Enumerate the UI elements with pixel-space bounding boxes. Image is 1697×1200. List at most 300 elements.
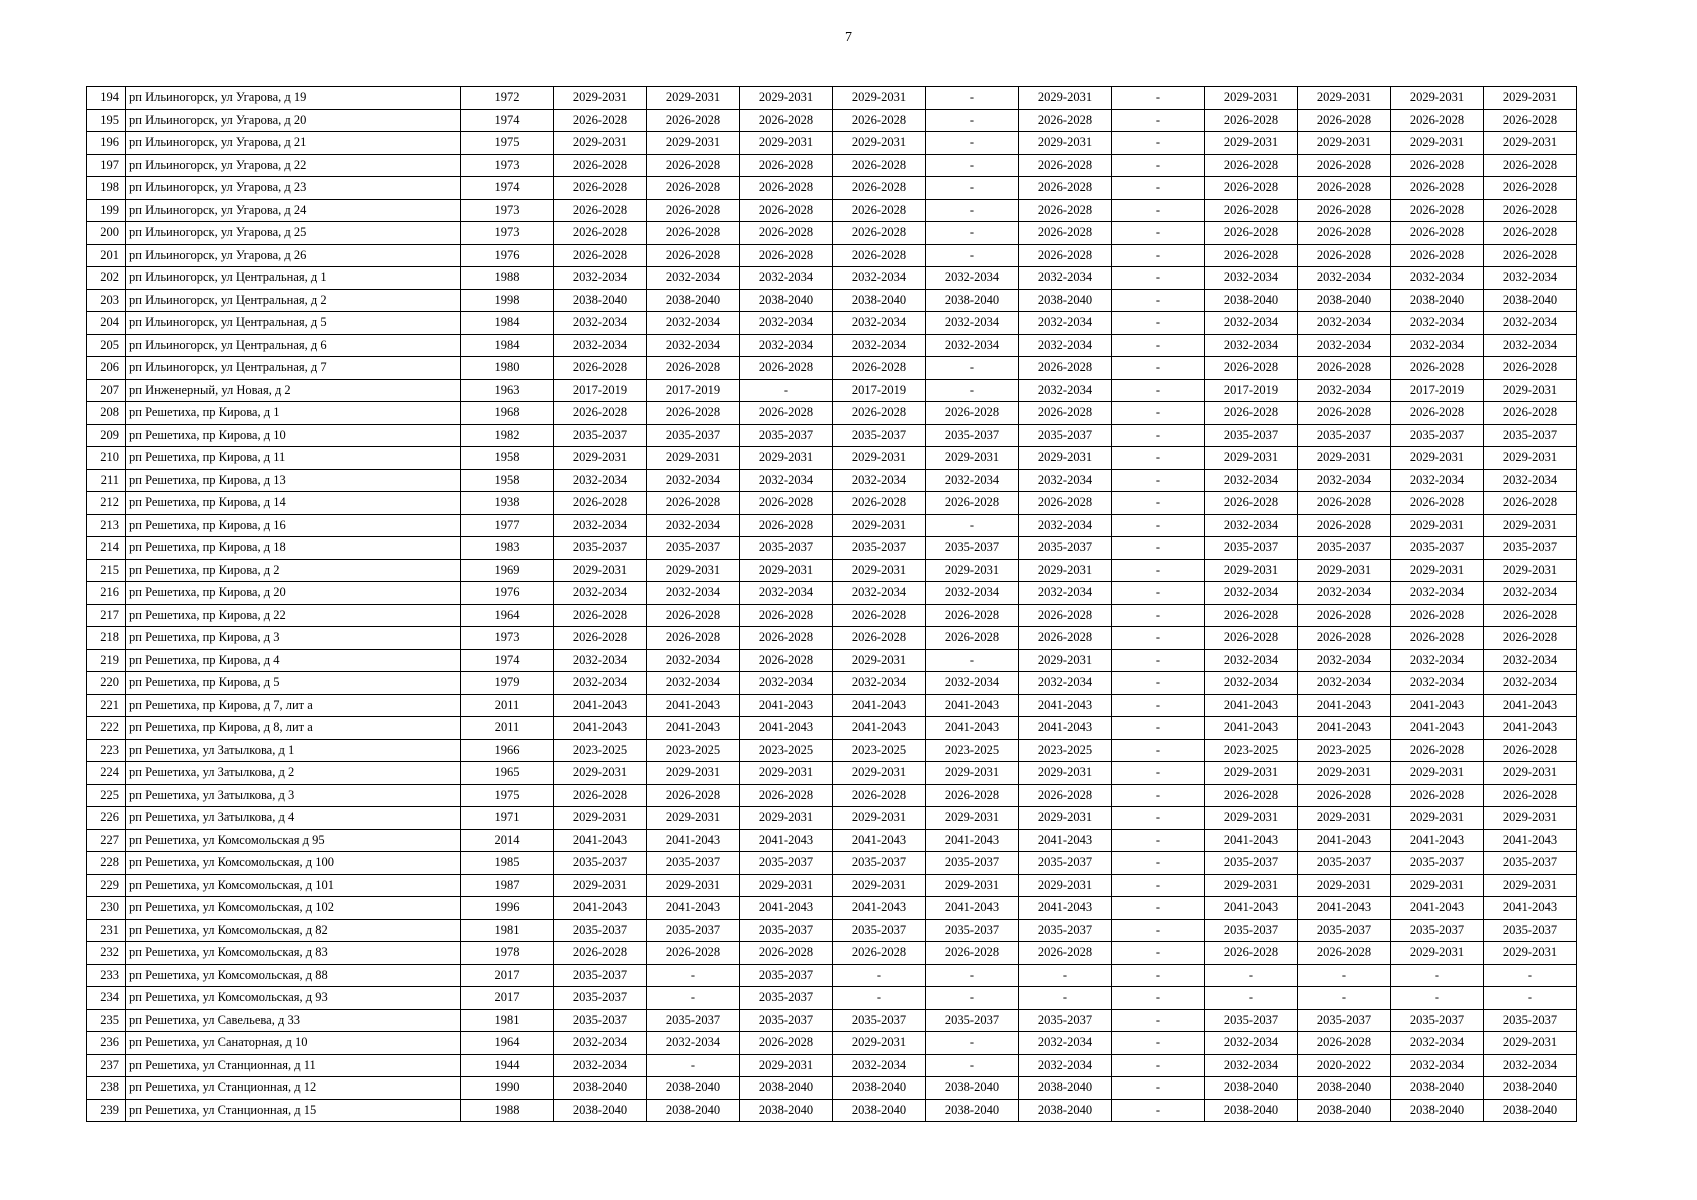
row-number-cell: 222 [87,717,126,740]
period-col-11-cell: 2035-2037 [1484,919,1577,942]
period-col-7-cell: - [1112,267,1205,290]
period-col-3-cell: 2029-2031 [740,87,833,110]
period-col-9-cell: 2029-2031 [1298,874,1391,897]
period-col-5-cell: 2035-2037 [926,537,1019,560]
period-col-9-cell: 2032-2034 [1298,312,1391,335]
period-col-7-cell: - [1112,649,1205,672]
period-col-5-cell: 2032-2034 [926,312,1019,335]
period-col-8-cell: 2026-2028 [1205,154,1298,177]
period-col-5-cell: - [926,1032,1019,1055]
period-col-10-cell: 2029-2031 [1391,874,1484,897]
period-col-5-cell: 2026-2028 [926,604,1019,627]
period-col-7-cell: - [1112,964,1205,987]
period-col-11-cell: 2029-2031 [1484,1032,1577,1055]
table-row [87,199,1577,222]
table-row [87,582,1577,605]
period-col-11-cell: 2026-2028 [1484,222,1577,245]
period-col-4-cell: 2026-2028 [833,109,926,132]
period-col-9-cell: 2041-2043 [1298,694,1391,717]
period-col-2-cell: 2026-2028 [647,244,740,267]
period-col-6-cell: 2026-2028 [1019,492,1112,515]
table-row [87,244,1577,267]
period-col-8-cell: 2032-2034 [1205,469,1298,492]
period-col-3-cell: 2026-2028 [740,514,833,537]
period-col-9-cell: 2026-2028 [1298,177,1391,200]
period-col-10-cell: 2026-2028 [1391,604,1484,627]
period-col-11-cell: 2029-2031 [1484,559,1577,582]
period-col-9-cell: 2038-2040 [1298,1099,1391,1122]
period-col-5-cell: 2032-2034 [926,267,1019,290]
period-col-6-cell: 2029-2031 [1019,649,1112,672]
period-col-7-cell: - [1112,1054,1205,1077]
row-number-cell: 225 [87,784,126,807]
period-col-3-cell: 2026-2028 [740,1032,833,1055]
period-col-11-cell: 2026-2028 [1484,739,1577,762]
period-col-3-cell: 2026-2028 [740,177,833,200]
year-built-cell: 1976 [461,582,554,605]
period-col-8-cell: 2026-2028 [1205,784,1298,807]
address-cell: рп Решетиха, пр Кирова, д 13 [126,469,461,492]
period-col-6-cell: 2029-2031 [1019,874,1112,897]
period-col-1-cell: 2017-2019 [554,379,647,402]
period-col-1-cell: 2035-2037 [554,987,647,1010]
address-cell: рп Решетиха, пр Кирова, д 16 [126,514,461,537]
period-col-7-cell: - [1112,762,1205,785]
period-col-7-cell: - [1112,987,1205,1010]
period-col-6-cell: 2032-2034 [1019,334,1112,357]
period-col-9-cell: 2026-2028 [1298,222,1391,245]
period-col-6-cell: 2032-2034 [1019,267,1112,290]
period-col-7-cell: - [1112,627,1205,650]
period-col-4-cell: 2026-2028 [833,154,926,177]
address-cell: рп Решетиха, пр Кирова, д 5 [126,672,461,695]
period-col-3-cell: 2026-2028 [740,199,833,222]
period-col-8-cell: 2032-2034 [1205,334,1298,357]
period-col-3-cell: 2035-2037 [740,987,833,1010]
period-col-10-cell: 2041-2043 [1391,897,1484,920]
period-col-11-cell: 2029-2031 [1484,762,1577,785]
period-col-2-cell: 2026-2028 [647,109,740,132]
period-col-8-cell: 2041-2043 [1205,717,1298,740]
address-cell: рп Ильиногорск, ул Центральная, д 7 [126,357,461,380]
period-col-6-cell: 2029-2031 [1019,762,1112,785]
period-col-5-cell: 2041-2043 [926,829,1019,852]
period-col-1-cell: 2029-2031 [554,447,647,470]
period-col-8-cell: - [1205,987,1298,1010]
table-row [87,672,1577,695]
period-col-6-cell: 2026-2028 [1019,177,1112,200]
period-col-7-cell: - [1112,514,1205,537]
period-col-7-cell: - [1112,109,1205,132]
period-col-9-cell: - [1298,987,1391,1010]
period-col-3-cell: 2041-2043 [740,717,833,740]
period-col-4-cell: 2026-2028 [833,784,926,807]
period-col-4-cell: 2035-2037 [833,852,926,875]
period-col-2-cell: 2032-2034 [647,334,740,357]
period-col-9-cell: 2026-2028 [1298,1032,1391,1055]
period-col-10-cell: 2026-2028 [1391,154,1484,177]
period-col-11-cell: 2035-2037 [1484,537,1577,560]
table-row [87,177,1577,200]
row-number-cell: 226 [87,807,126,830]
period-col-8-cell: 2026-2028 [1205,627,1298,650]
period-col-7-cell: - [1112,807,1205,830]
address-cell: рп Ильиногорск, ул Угарова, д 22 [126,154,461,177]
row-number-cell: 220 [87,672,126,695]
year-built-cell: 1998 [461,289,554,312]
period-col-9-cell: 2026-2028 [1298,492,1391,515]
period-col-4-cell: 2041-2043 [833,829,926,852]
period-col-1-cell: 2032-2034 [554,267,647,290]
period-col-10-cell: 2026-2028 [1391,222,1484,245]
period-col-9-cell: 2026-2028 [1298,604,1391,627]
period-col-1-cell: 2032-2034 [554,334,647,357]
address-cell: рп Ильиногорск, ул Угарова, д 24 [126,199,461,222]
period-col-11-cell: 2032-2034 [1484,672,1577,695]
year-built-cell: 1988 [461,267,554,290]
address-cell: рп Решетиха, ул Комсомольская, д 93 [126,987,461,1010]
period-col-4-cell: 2029-2031 [833,132,926,155]
period-col-7-cell: - [1112,379,1205,402]
table-row [87,469,1577,492]
period-col-8-cell: 2026-2028 [1205,199,1298,222]
year-built-cell: 1979 [461,672,554,695]
period-col-1-cell: 2038-2040 [554,289,647,312]
address-cell: рп Решетиха, пр Кирова, д 1 [126,402,461,425]
period-col-9-cell: 2026-2028 [1298,942,1391,965]
period-col-1-cell: 2026-2028 [554,357,647,380]
period-col-2-cell: 2026-2028 [647,627,740,650]
row-number-cell: 210 [87,447,126,470]
address-cell: рп Решетиха, ул Комсомольская, д 101 [126,874,461,897]
period-col-11-cell: 2032-2034 [1484,649,1577,672]
period-col-3-cell: 2026-2028 [740,222,833,245]
table-row [87,537,1577,560]
period-col-6-cell: 2026-2028 [1019,154,1112,177]
period-col-11-cell: 2041-2043 [1484,897,1577,920]
row-number-cell: 232 [87,942,126,965]
period-col-3-cell: 2032-2034 [740,582,833,605]
period-col-6-cell: 2026-2028 [1019,222,1112,245]
period-col-4-cell: 2032-2034 [833,334,926,357]
year-built-cell: 1963 [461,379,554,402]
period-col-9-cell: 2032-2034 [1298,649,1391,672]
row-number-cell: 197 [87,154,126,177]
period-col-10-cell: - [1391,987,1484,1010]
year-built-cell: 1978 [461,942,554,965]
period-col-11-cell: 2026-2028 [1484,784,1577,807]
period-col-5-cell: - [926,177,1019,200]
row-number-cell: 224 [87,762,126,785]
period-col-6-cell: 2038-2040 [1019,1099,1112,1122]
period-col-2-cell: 2032-2034 [647,469,740,492]
period-col-10-cell: 2029-2031 [1391,762,1484,785]
table-row [87,379,1577,402]
period-col-11-cell: 2041-2043 [1484,694,1577,717]
period-col-10-cell: 2041-2043 [1391,829,1484,852]
period-col-10-cell: 2041-2043 [1391,717,1484,740]
period-col-3-cell: 2035-2037 [740,537,833,560]
table-row [87,109,1577,132]
period-col-10-cell: 2026-2028 [1391,739,1484,762]
period-col-8-cell: 2026-2028 [1205,357,1298,380]
period-col-10-cell: 2035-2037 [1391,1009,1484,1032]
period-col-1-cell: 2026-2028 [554,199,647,222]
period-col-9-cell: 2020-2022 [1298,1054,1391,1077]
table-row [87,289,1577,312]
period-col-7-cell: - [1112,244,1205,267]
period-col-6-cell: 2032-2034 [1019,312,1112,335]
period-col-7-cell: - [1112,177,1205,200]
period-col-3-cell: 2032-2034 [740,312,833,335]
period-col-5-cell: 2029-2031 [926,762,1019,785]
period-col-1-cell: 2026-2028 [554,177,647,200]
period-col-10-cell: 2041-2043 [1391,694,1484,717]
table-row [87,784,1577,807]
address-cell: рп Решетиха, пр Кирова, д 7, лит а [126,694,461,717]
period-col-1-cell: 2026-2028 [554,154,647,177]
period-col-8-cell: 2038-2040 [1205,1099,1298,1122]
period-col-4-cell: 2032-2034 [833,267,926,290]
row-number-cell: 234 [87,987,126,1010]
period-col-10-cell: 2026-2028 [1391,492,1484,515]
period-col-2-cell: 2029-2031 [647,87,740,110]
period-col-9-cell: 2026-2028 [1298,514,1391,537]
period-col-10-cell: 2032-2034 [1391,334,1484,357]
period-col-4-cell: 2029-2031 [833,514,926,537]
period-col-8-cell: 2038-2040 [1205,289,1298,312]
period-col-6-cell: 2038-2040 [1019,289,1112,312]
address-cell: рп Ильиногорск, ул Угарова, д 21 [126,132,461,155]
period-col-9-cell: 2026-2028 [1298,357,1391,380]
row-number-cell: 221 [87,694,126,717]
period-col-6-cell: 2029-2031 [1019,807,1112,830]
address-cell: рп Решетиха, ул Санаторная, д 10 [126,1032,461,1055]
period-col-7-cell: - [1112,874,1205,897]
address-cell: рп Ильиногорск, ул Центральная, д 5 [126,312,461,335]
address-cell: рп Ильиногорск, ул Центральная, д 2 [126,289,461,312]
table-row [87,717,1577,740]
table-row [87,942,1577,965]
period-col-1-cell: 2032-2034 [554,1032,647,1055]
address-cell: рп Решетиха, ул Комсомольская д 95 [126,829,461,852]
period-col-5-cell: 2035-2037 [926,852,1019,875]
address-cell: рп Решетиха, пр Кирова, д 18 [126,537,461,560]
period-col-7-cell: - [1112,942,1205,965]
period-col-5-cell: - [926,514,1019,537]
period-col-5-cell: 2035-2037 [926,424,1019,447]
period-col-2-cell: 2029-2031 [647,807,740,830]
row-number-cell: 208 [87,402,126,425]
period-col-7-cell: - [1112,717,1205,740]
period-col-5-cell: 2038-2040 [926,1099,1019,1122]
period-col-5-cell: - [926,649,1019,672]
period-col-9-cell: 2041-2043 [1298,717,1391,740]
period-col-6-cell: 2032-2034 [1019,1032,1112,1055]
year-built-cell: 1973 [461,627,554,650]
table-row [87,1077,1577,1100]
period-col-8-cell: 2029-2031 [1205,874,1298,897]
period-col-3-cell: 2026-2028 [740,402,833,425]
period-col-1-cell: 2035-2037 [554,964,647,987]
period-col-11-cell: - [1484,964,1577,987]
year-built-cell: 1990 [461,1077,554,1100]
period-col-1-cell: 2023-2025 [554,739,647,762]
period-col-7-cell: - [1112,897,1205,920]
period-col-3-cell: 2032-2034 [740,469,833,492]
period-col-1-cell: 2032-2034 [554,582,647,605]
period-col-10-cell: 2029-2031 [1391,807,1484,830]
period-col-10-cell: 2029-2031 [1391,447,1484,470]
period-col-11-cell: 2029-2031 [1484,132,1577,155]
row-number-cell: 215 [87,559,126,582]
year-built-cell: 1975 [461,132,554,155]
table-row [87,604,1577,627]
period-col-4-cell: 2032-2034 [833,469,926,492]
period-col-2-cell: 2023-2025 [647,739,740,762]
period-col-8-cell: 2026-2028 [1205,492,1298,515]
period-col-2-cell: 2035-2037 [647,537,740,560]
period-col-7-cell: - [1112,1032,1205,1055]
period-col-5-cell: - [926,379,1019,402]
period-col-9-cell: 2032-2034 [1298,672,1391,695]
period-col-10-cell: 2032-2034 [1391,312,1484,335]
period-col-5-cell: 2041-2043 [926,694,1019,717]
period-col-4-cell: 2032-2034 [833,582,926,605]
period-col-4-cell: - [833,964,926,987]
period-col-8-cell: 2035-2037 [1205,424,1298,447]
period-col-3-cell: - [740,379,833,402]
period-col-2-cell: 2026-2028 [647,177,740,200]
period-col-10-cell: 2032-2034 [1391,672,1484,695]
period-col-1-cell: 2035-2037 [554,424,647,447]
period-col-7-cell: - [1112,424,1205,447]
period-col-3-cell: 2041-2043 [740,897,833,920]
address-cell: рп Ильиногорск, ул Угарова, д 25 [126,222,461,245]
period-col-2-cell: 2017-2019 [647,379,740,402]
period-col-2-cell: 2041-2043 [647,694,740,717]
year-built-cell: 1971 [461,807,554,830]
period-col-10-cell: 2029-2031 [1391,514,1484,537]
period-col-11-cell: 2026-2028 [1484,627,1577,650]
period-col-7-cell: - [1112,132,1205,155]
period-col-1-cell: 2026-2028 [554,222,647,245]
period-col-9-cell: 2029-2031 [1298,132,1391,155]
address-cell: рп Ильиногорск, ул Угарова, д 20 [126,109,461,132]
period-col-6-cell: 2026-2028 [1019,604,1112,627]
row-number-cell: 202 [87,267,126,290]
period-col-8-cell: 2032-2034 [1205,649,1298,672]
period-col-2-cell: 2029-2031 [647,559,740,582]
period-col-3-cell: 2029-2031 [740,559,833,582]
period-col-6-cell: 2035-2037 [1019,919,1112,942]
period-col-3-cell: 2026-2028 [740,784,833,807]
period-col-3-cell: 2035-2037 [740,852,833,875]
period-col-6-cell: 2029-2031 [1019,132,1112,155]
period-col-3-cell: 2035-2037 [740,1009,833,1032]
period-col-1-cell: 2032-2034 [554,469,647,492]
table-row [87,87,1577,110]
period-col-2-cell: 2041-2043 [647,829,740,852]
period-col-5-cell: - [926,244,1019,267]
address-cell: рп Решетиха, пр Кирова, д 20 [126,582,461,605]
year-built-cell: 1965 [461,762,554,785]
period-col-7-cell: - [1112,1099,1205,1122]
period-col-7-cell: - [1112,469,1205,492]
period-col-8-cell: - [1205,964,1298,987]
period-col-11-cell: 2041-2043 [1484,717,1577,740]
period-col-4-cell: 2029-2031 [833,649,926,672]
address-cell: рп Ильиногорск, ул Угарова, д 23 [126,177,461,200]
year-built-cell: 1972 [461,87,554,110]
period-col-4-cell: 2035-2037 [833,1009,926,1032]
period-col-11-cell: 2026-2028 [1484,402,1577,425]
period-col-4-cell: 2026-2028 [833,402,926,425]
period-col-8-cell: 2032-2034 [1205,1054,1298,1077]
period-col-6-cell: 2032-2034 [1019,582,1112,605]
period-col-5-cell: - [926,109,1019,132]
period-col-10-cell: 2035-2037 [1391,424,1484,447]
period-col-8-cell: 2032-2034 [1205,312,1298,335]
table-row [87,739,1577,762]
year-built-cell: 1944 [461,1054,554,1077]
period-col-11-cell: 2026-2028 [1484,357,1577,380]
period-col-5-cell: - [926,154,1019,177]
period-col-4-cell: 2029-2031 [833,1032,926,1055]
period-col-9-cell: 2035-2037 [1298,919,1391,942]
period-col-2-cell: 2029-2031 [647,874,740,897]
period-col-7-cell: - [1112,694,1205,717]
period-col-4-cell: 2029-2031 [833,807,926,830]
period-col-7-cell: - [1112,582,1205,605]
address-cell: рп Ильиногорск, ул Центральная, д 1 [126,267,461,290]
period-col-3-cell: 2029-2031 [740,1054,833,1077]
period-col-8-cell: 2023-2025 [1205,739,1298,762]
row-number-cell: 216 [87,582,126,605]
period-col-1-cell: 2032-2034 [554,672,647,695]
period-col-4-cell: 2032-2034 [833,672,926,695]
repair-schedule-table [86,86,1577,1122]
address-cell: рп Решетиха, ул Затылкова, д 1 [126,739,461,762]
period-col-5-cell: - [926,964,1019,987]
period-col-1-cell: 2035-2037 [554,852,647,875]
period-col-5-cell: 2041-2043 [926,897,1019,920]
period-col-10-cell: 2035-2037 [1391,537,1484,560]
period-col-8-cell: 2026-2028 [1205,604,1298,627]
address-cell: рп Решетиха, ул Станционная, д 12 [126,1077,461,1100]
row-number-cell: 218 [87,627,126,650]
period-col-8-cell: 2032-2034 [1205,672,1298,695]
period-col-5-cell: 2029-2031 [926,807,1019,830]
period-col-7-cell: - [1112,829,1205,852]
period-col-6-cell: 2026-2028 [1019,402,1112,425]
table-row [87,897,1577,920]
address-cell: рп Решетиха, ул Комсомольская, д 88 [126,964,461,987]
period-col-8-cell: 2035-2037 [1205,1009,1298,1032]
period-col-9-cell: 2032-2034 [1298,379,1391,402]
period-col-11-cell: - [1484,987,1577,1010]
period-col-3-cell: 2029-2031 [740,447,833,470]
row-number-cell: 223 [87,739,126,762]
address-cell: рп Решетиха, ул Комсомольская, д 100 [126,852,461,875]
period-col-5-cell: 2029-2031 [926,447,1019,470]
period-col-4-cell: 2035-2037 [833,424,926,447]
year-built-cell: 2011 [461,717,554,740]
address-cell: рп Решетиха, ул Комсомольская, д 102 [126,897,461,920]
period-col-4-cell: 2035-2037 [833,919,926,942]
period-col-5-cell: - [926,132,1019,155]
year-built-cell: 1987 [461,874,554,897]
